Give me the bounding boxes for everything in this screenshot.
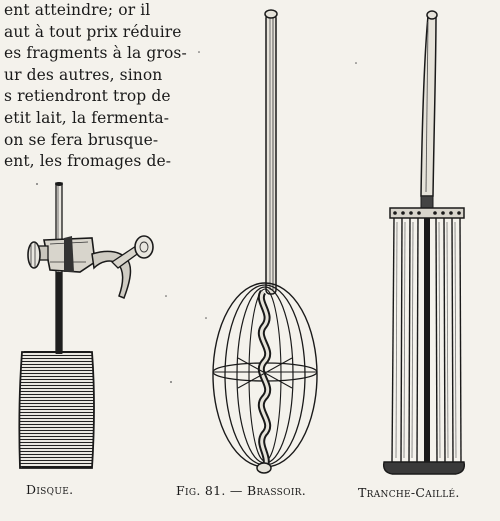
text-line: es fragments à la gros- — [4, 44, 187, 63]
caption-brassoir-group — [176, 483, 306, 498]
caption-disque: Disque. — [26, 482, 74, 497]
text-line: aut à tout prix réduire — [4, 22, 182, 41]
text-line: ent atteindre; or il — [4, 1, 151, 19]
text-line: etit lait, la fermenta- — [4, 108, 170, 127]
text-line: s retiendront trop de — [4, 87, 171, 106]
text-line: on se fera brusque- — [4, 130, 159, 149]
text-line: ur des autres, sinon — [4, 65, 163, 84]
brassoir-illustration — [213, 10, 317, 473]
caption-tranche-caille: Tranche-Caillé. — [358, 485, 460, 500]
caption-brassoir: Brassoir. — [247, 483, 307, 498]
text-line: ent, les fromages de- — [4, 152, 172, 171]
tranche-caille-illustration — [384, 11, 465, 474]
paper-specks — [36, 51, 357, 383]
figure-number: Fig. 81. — — [176, 483, 243, 498]
disque-illustration — [19, 182, 153, 468]
